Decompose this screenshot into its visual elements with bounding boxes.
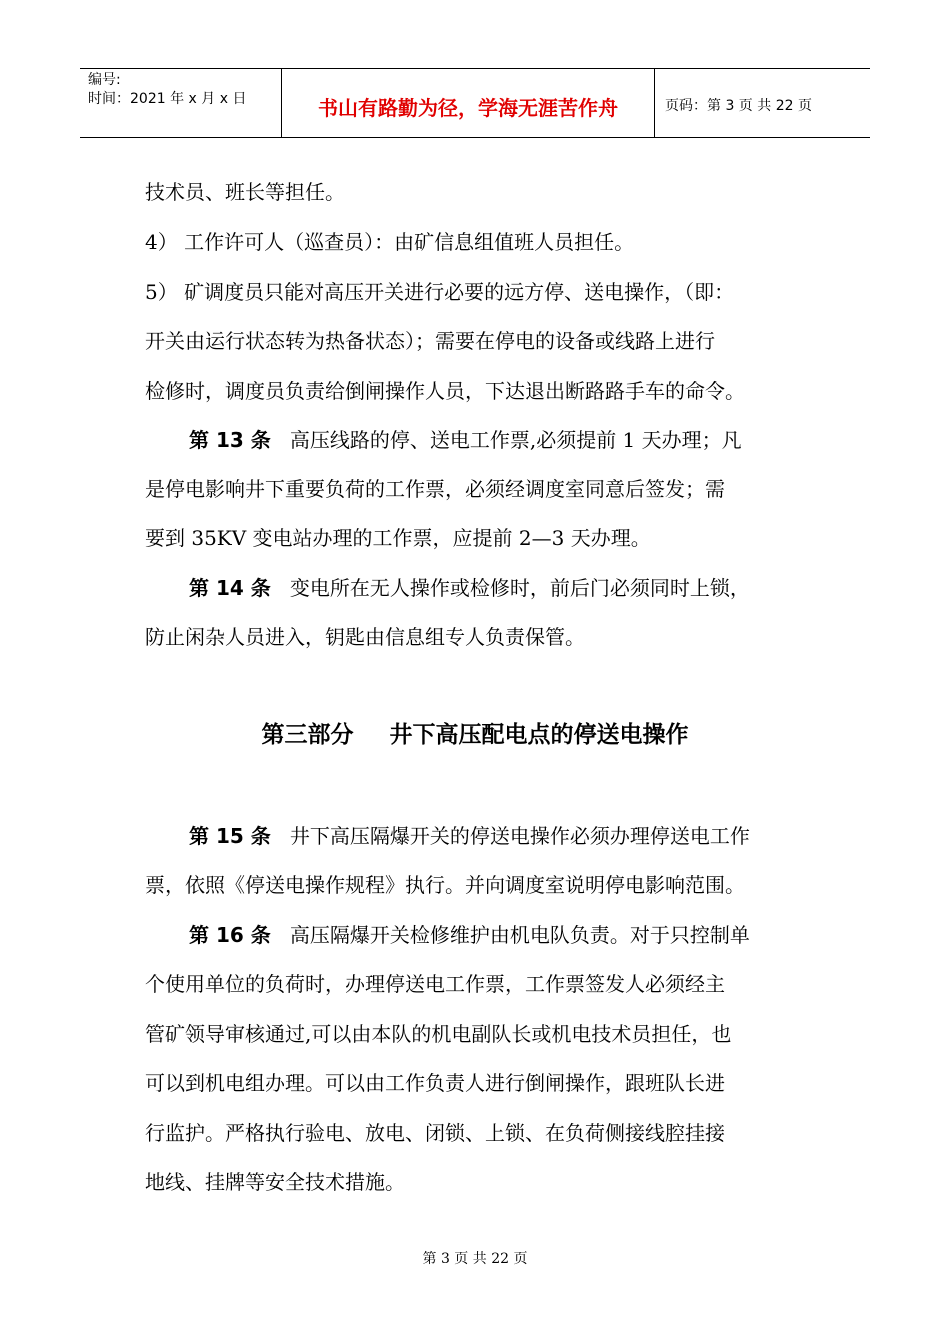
text-line: 防止闲杂人员进入，钥匙由信息组专人负责保管。 xyxy=(145,625,585,649)
text-line: 要到 35KV 变电站办理的工作票，应提前 2—3 天办理。 xyxy=(145,526,651,550)
header-motto: 书山有路勤为径，学海无涯苦作舟 xyxy=(282,69,655,137)
text-line: 管矿领导审核通过,可以由本队的机电副队长或机电技术员担任，也 xyxy=(145,1022,732,1046)
section-heading xyxy=(0,716,950,749)
document-date: 时间：2021 年 x 月 x 日 xyxy=(88,91,247,107)
text-line: 可以到机电组办理。可以由工作负责人进行倒闸操作，跟班队长进 xyxy=(145,1071,725,1095)
article-13-label: 第 13 条 xyxy=(189,428,271,452)
article-16-text: 高压隔爆开关检修维护由机电队负责。对于只控制单 xyxy=(289,923,750,947)
text-line: 是停电影响井下重要负荷的工作票，必须经调度室同意后签发；需 xyxy=(145,477,725,501)
article-13-text: 高压线路的停、送电工作票,必须提前 1 天办理；凡 xyxy=(289,428,742,452)
text-line: 5） 矿调度员只能对高压开关进行必要的远方停、送电操作，（即： xyxy=(145,280,735,304)
text-line: 技术员、班长等担任。 xyxy=(145,180,345,204)
header-page-info: 页码：第 3 页 共 22 页 xyxy=(665,98,812,114)
section-part: 第三部分 xyxy=(261,722,354,748)
article-15 xyxy=(189,820,750,849)
document-number-label: 编号: xyxy=(88,72,121,88)
article-14 xyxy=(189,572,750,601)
article-16-label: 第 16 条 xyxy=(189,923,271,947)
text-line: 4） 工作许可人（巡查员）：由矿信息组值班人员担任。 xyxy=(145,230,635,254)
article-13 xyxy=(189,424,742,453)
article-16 xyxy=(189,919,750,948)
text-line: 开关由运行状态转为热备状态）；需要在停电的设备或线路上进行 xyxy=(145,329,715,353)
article-14-label: 第 14 条 xyxy=(189,576,271,600)
page-footer: 第 3 页 共 22 页 xyxy=(422,1251,528,1267)
text-line: 票，依照《停送电操作规程》执行。并向调度室说明停电影响范围。 xyxy=(145,873,745,897)
article-15-text: 井下高压隔爆开关的停送电操作必须办理停送电工作 xyxy=(289,824,750,848)
document-body xyxy=(145,0,820,1344)
article-15-label: 第 15 条 xyxy=(189,824,271,848)
section-title: 井下高压配电点的停送电操作 xyxy=(389,722,689,748)
text-line: 检修时，调度员负责给倒闸操作人员，下达退出断路路手车的命令。 xyxy=(145,379,745,403)
article-14-text: 变电所在无人操作或检修时，前后门必须同时上锁， xyxy=(289,576,750,600)
text-line: 地线、挂牌等安全技术措施。 xyxy=(145,1170,405,1194)
text-line: 行监护。严格执行验电、放电、闭锁、上锁、在负荷侧接线腔挂接 xyxy=(145,1121,725,1145)
text-line: 个使用单位的负荷时，办理停送电工作票，工作票签发人必须经主 xyxy=(145,972,725,996)
